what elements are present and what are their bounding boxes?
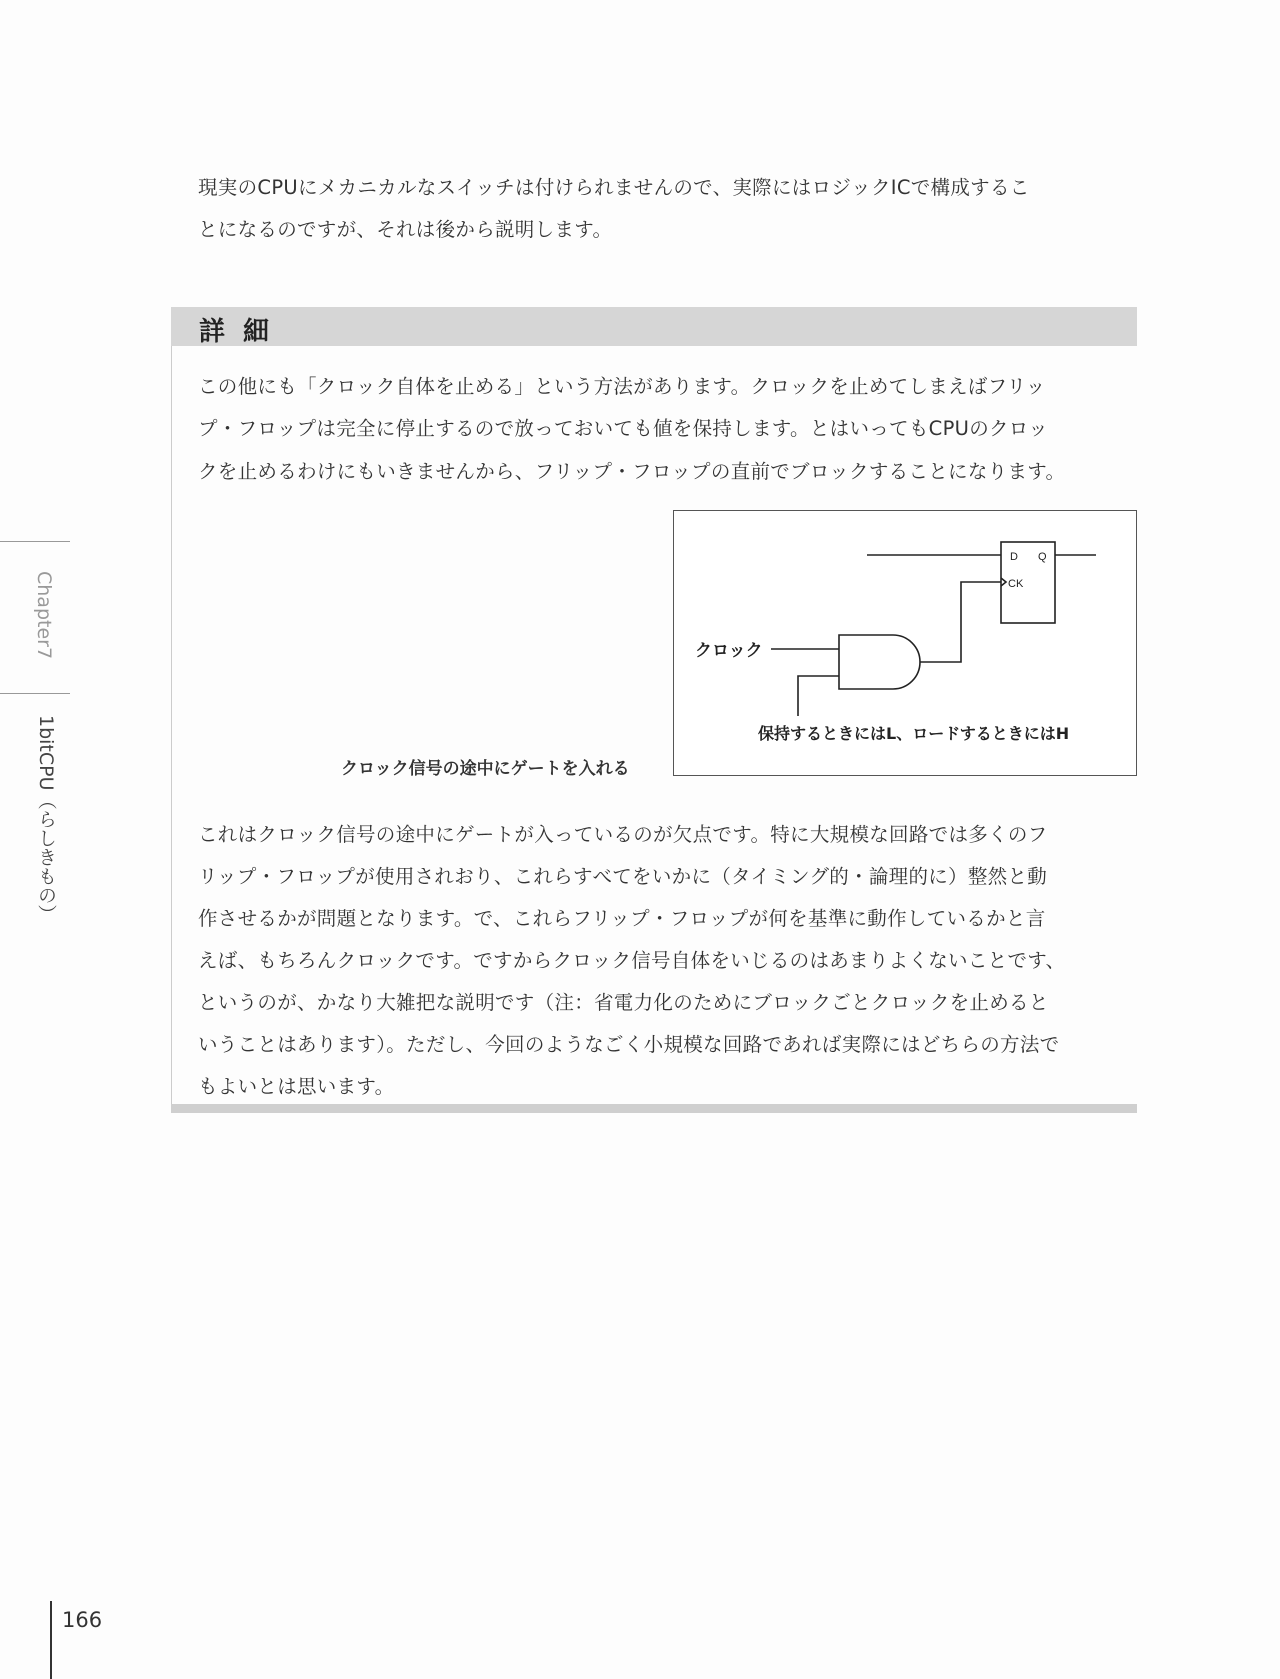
detail-bottom-bar <box>171 1104 1137 1113</box>
figure-caption: クロック信号の途中にゲートを入れる <box>341 759 630 779</box>
detail-title-bar <box>171 307 1137 346</box>
clock-label: クロック <box>694 640 763 661</box>
and-gate <box>839 635 920 689</box>
detail-line: もよいとは思います。 <box>198 1075 395 1098</box>
page-number-rule <box>50 1601 52 1679</box>
chapter-label: Chapter7 <box>33 571 55 660</box>
detail-line: というのが、かなり大雑把な説明です（注：省電力化のためにブロックごとクロックを止めると <box>198 991 1049 1014</box>
detail-line: いうことはあります）。ただし、今回のようなごく小規模な回路であれば実際にはどちらの方法で <box>198 1033 1060 1056</box>
circuit-diagram <box>673 510 1137 776</box>
control-input-wire <box>798 676 839 716</box>
sidebar-rule <box>0 541 70 542</box>
detail-title: 詳細 <box>199 317 288 347</box>
detail-line: リップ・フロップが使用されおり、これらすべてをいかに（タイミング的・論理的に）整然と動 <box>198 865 1048 888</box>
ck-label: CK <box>1007 577 1023 590</box>
intro-line: とになるのですが、それは後から説明します。 <box>198 218 613 241</box>
ck-wire <box>920 582 1001 662</box>
q-label: Q <box>1037 550 1047 563</box>
circuit-svg <box>673 510 1137 776</box>
detail-line: これはクロック信号の途中にゲートが入っているのが欠点です。特に大規模な回路では多くのフ <box>198 823 1048 846</box>
d-label: D <box>1009 550 1018 563</box>
chapter-title: 1bitCPU（らしきもの） <box>35 715 57 924</box>
sidebar-rule <box>0 693 70 694</box>
detail-line: この他にも「クロック自体を止める」という方法があります。クロックを止めてしまえばフリッ <box>198 375 1046 398</box>
detail-line: プ・フロップは完全に停止するので放っておいても値を保持します。とはいってもCPUのクロッ <box>198 417 1049 440</box>
detail-line: 作させるかが問題となります。で、これらフリップ・フロップが何を基準に動作しているかと言 <box>198 907 1046 930</box>
detail-line: クを止めるわけにもいきませんから、フリップ・フロップの直前でブロックすることになります。 <box>198 460 1066 483</box>
intro-line: 現実のCPUにメカニカルなスイッチは付けられませんので、実際にはロジックICで構成するこ <box>198 176 1030 199</box>
control-label: 保持するときにはL、ロードするときにはH <box>757 723 1069 743</box>
detail-line: えば、もちろんクロックです。ですからクロック信号自体をいじるのはあまりよくないことです、 <box>198 949 1066 972</box>
page-number: 166 <box>62 1608 103 1632</box>
